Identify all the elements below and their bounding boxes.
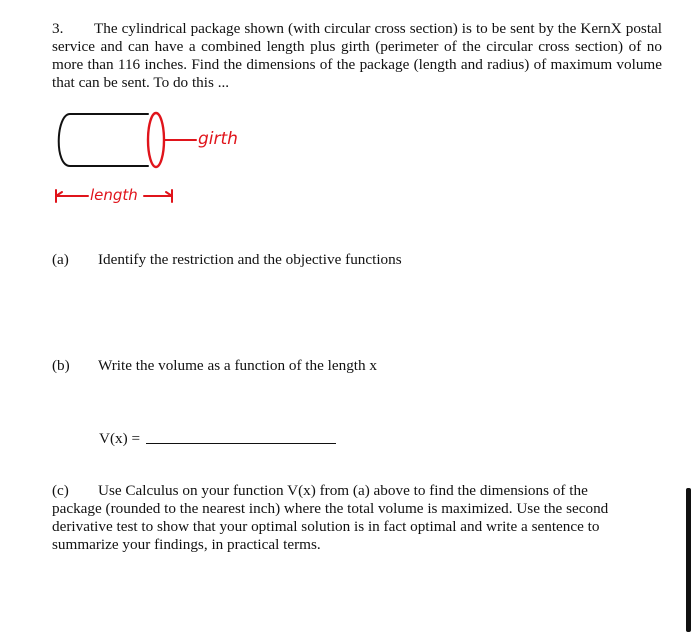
part-b-text: Write the volume as a function of the length x <box>98 357 378 374</box>
length-label: length <box>90 186 138 204</box>
part-a-text: Identify the restriction and the objective functions <box>98 251 402 268</box>
part-c <box>52 482 632 554</box>
cylinder-diagram <box>48 108 278 218</box>
problem-statement <box>52 20 662 92</box>
cylinder-outline <box>59 114 148 166</box>
problem-number: 3. <box>52 20 64 37</box>
part-a-label: (a) <box>52 251 69 268</box>
part-c-text: Use Calculus on your function V(x) from (a) above to find the dimensions of the package (rounded to the nearest inch) where the total volume is maximized. Use the second derivative test to show that your optimal solution is in fact optimal and write a sentence to summarize your findings, in practical terms. <box>52 482 609 553</box>
part-b-label: (b) <box>52 357 70 374</box>
girth-label: girth <box>198 129 238 149</box>
cross-section-ellipse <box>148 113 164 167</box>
problem-text: The cylindrical package shown (with circular cross section) is to be sent by the KernX postal service and can have a combined length plus girth (perimeter of the circular cross section) of no more than 116 inches. Find the dimensions of the package (length and radius) of maximum volume that can be sent. To do this ... <box>52 20 662 91</box>
scrollbar[interactable] <box>686 488 691 632</box>
length-arrow-right <box>144 190 172 202</box>
answer-blank-line <box>146 443 336 444</box>
length-arrow-left <box>56 190 88 202</box>
volume-expression: V(x) = <box>99 430 141 447</box>
part-c-label: (c) <box>52 482 69 499</box>
